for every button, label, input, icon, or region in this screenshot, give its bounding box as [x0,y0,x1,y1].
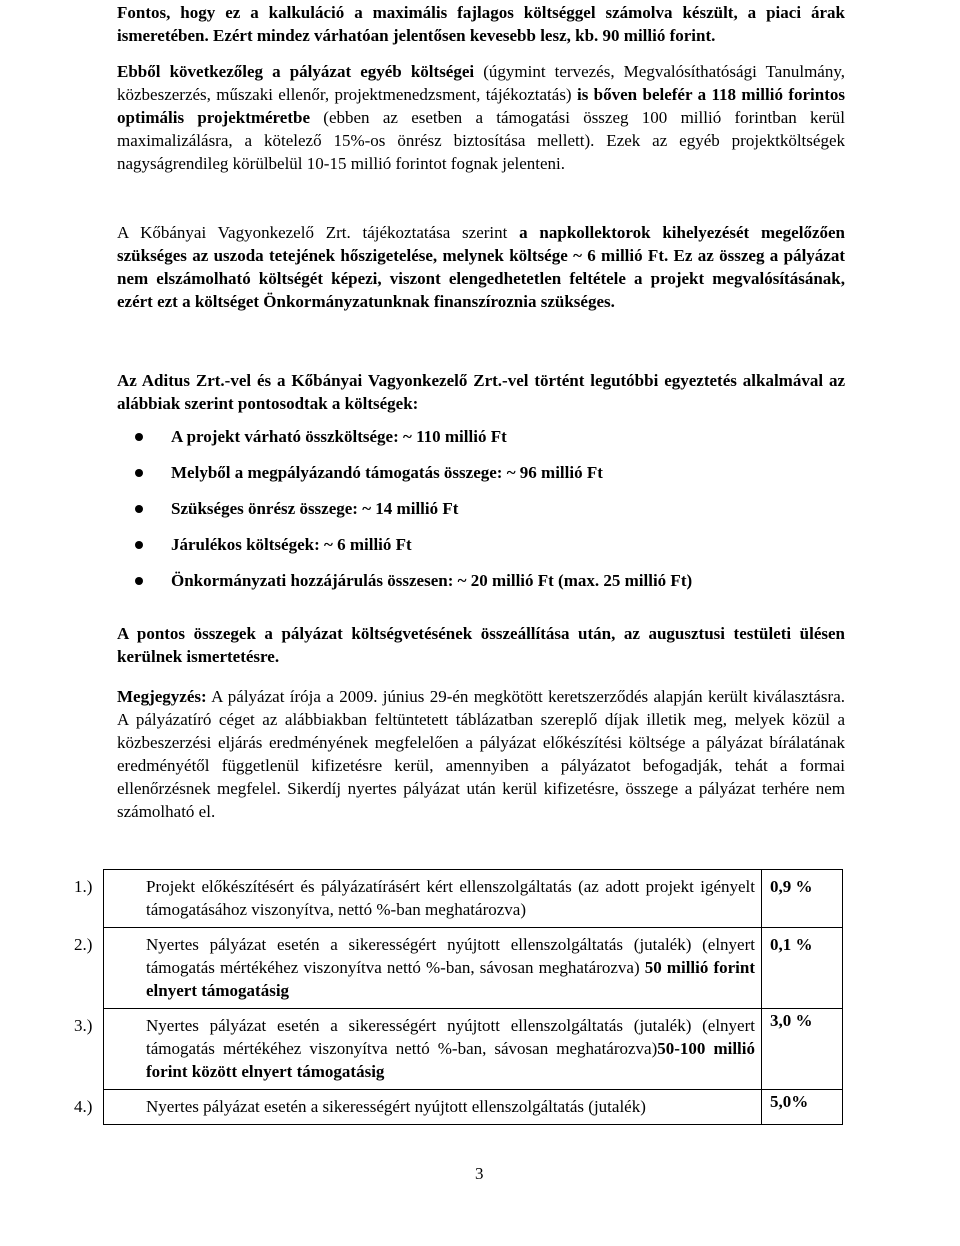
other-costs-list: (úgymint tervezés, Megvalósíthatósági Tanulmány, közbeszerzés, műszaki ellenőr, projektmenedzsment, tájékoztatás) [117,62,845,104]
fee-text-bold: 50-100 millió forint között elnyert támogatásig [146,1039,755,1081]
table-row [104,928,843,1009]
list-item [117,491,845,527]
paragraph-consultation: Az Aditus Zrt.-vel és a Kőbányai Vagyonkezelő Zrt.-vel történt legutóbbi egyeztetés alkalmával az alábbiak szerint pontosodtak a költségek: [117,371,845,413]
list-item [117,455,845,491]
fee-description [74,1090,762,1125]
page-number: 3 [475,1164,484,1183]
paragraph-insulation [117,221,845,313]
bullet-text: Járulékos költségek: ~ 6 millió Ft [171,535,412,554]
fee-text: Nyertes pályázat esetén a sikerességért nyújtott ellenszolgáltatás (jutalék) [146,1097,646,1116]
fee-description [74,928,762,1009]
fee-number: 4.) [74,1097,93,1116]
fee-table [74,869,843,1125]
fee-number: 3.) [74,1016,93,1035]
paragraph-calculation-note: Fontos, hogy ez a kalkuláció a maximális fajlagos költséggel számolva készült, a piaci árak ismeretében. Ezért mindez várhatóan jelentősen kevesebb lesz, kb. 90 millió forint. [117,3,845,45]
table-row [104,1009,843,1090]
list-item [117,563,845,599]
fee-percent: 5,0% [762,1090,843,1125]
bullet-text: Szükséges önrész összege: ~ 14 millió Ft [171,499,459,518]
other-costs-lead: Ebből következőleg a pályázat egyéb költségei [117,62,475,81]
fee-text-bold: 50 millió forint elnyert támogatásig [146,958,756,1000]
other-costs-optimal: is bőven belefér a 118 millió forintos optimális projektméretbe [117,85,845,127]
fee-description [74,1009,762,1090]
remark-text: A pályázat írója a 2009. június 29-én megkötött keretszerződés alapján került kiválasztásra. A pályázatíró céget az alábbiakban feltüntetett táblázatban szereplő díjak illetik meg, melyek közül a közbeszerzési eljárás eredményének megfelelően a pályázat előkészítési költsége a pályázat bírálatának eredményétől függetlenül kifizetésre kerül, amennyiben a pályázatot befogadják, tehát a formai ellenőrzésnek megfelel. Sikerdíj nyertes pályázat után kerül kifizetésre, összege a pályázat terhére nem számolható el. [117,687,845,821]
fee-description [74,870,762,928]
bullet-text: Önkormányzati hozzájárulás összesen: ~ 20 millió Ft (max. 25 millió Ft) [171,571,693,590]
fee-text: Nyertes pályázat esetén a sikerességért nyújtott ellenszolgáltatás (jutalék) (elnyert támogatás mértékéhez viszonyítva nettó %-ban, sávosan meghatározva) [146,935,755,977]
remark-label: Megjegyzés: [117,687,207,706]
bullet-icon [135,505,143,513]
fee-number: 1.) [74,877,93,896]
bullet-icon [135,541,143,549]
list-item [117,419,845,455]
fee-text: Nyertes pályázat esetén a sikerességért nyújtott ellenszolgáltatás (jutalék) (elnyert támogatás mértékéhez viszonyítva nettó %-ban, sávosan meghatározva) [146,1016,755,1058]
bullet-text: Melyből a megpályázandó támogatás összege: ~ 96 millió Ft [171,463,603,482]
fee-text: Projekt előkészítésért és pályázatírásért kért ellenszolgáltatás (az adott projekt igényelt támogatásához viszonyítva, nettó %-ban meghatározva) [146,877,755,919]
paragraph-exact-amounts: A pontos összegek a pályázat költségvetésének összeállítása után, az augusztusi testületi ülésen kerülnek ismertetésre. [117,624,845,666]
fee-percent: 0,1 % [762,928,843,1009]
bullet-icon [135,577,143,585]
fee-percent: 3,0 % [762,1009,843,1090]
table-row [104,1090,843,1125]
bullet-icon [135,469,143,477]
table-row [104,870,843,928]
cost-bullet-list [117,419,845,599]
paragraph-other-costs [117,60,845,175]
list-item [117,527,845,563]
fee-percent: 0,9 % [762,870,843,928]
insulation-source: A Kőbányai Vagyonkezelő Zrt. tájékoztatása szerint [117,223,520,242]
bullet-text: A projekt várható összköltsége: ~ 110 millió Ft [171,427,507,446]
paragraph-remark [117,685,845,823]
fee-number: 2.) [74,935,93,954]
bullet-icon [135,433,143,441]
other-costs-detail: (ebben az esetben a támogatási összeg 100 millió forintban kerül maximalizálásra, a kötelező 15%-os önrész biztosítása mellett). Ezek az egyéb projektköltségek nagyságrendileg körülbelül 10-15 millió forintot fognak jelenteni. [117,108,845,173]
insulation-cost: a napkollektorok kihelyezését megelőzően szükséges az uszoda tetejének hőszigetelése, melynek költsége ~ 6 millió Ft. Ez az összeg a pályázat nem elszámolható költségét képezi, viszont elengedhetetlen feltétele a projekt megvalósításának, ezért ezt a költséget Önkormányzatunknak finanszíroznia szükséges. [117,223,845,311]
